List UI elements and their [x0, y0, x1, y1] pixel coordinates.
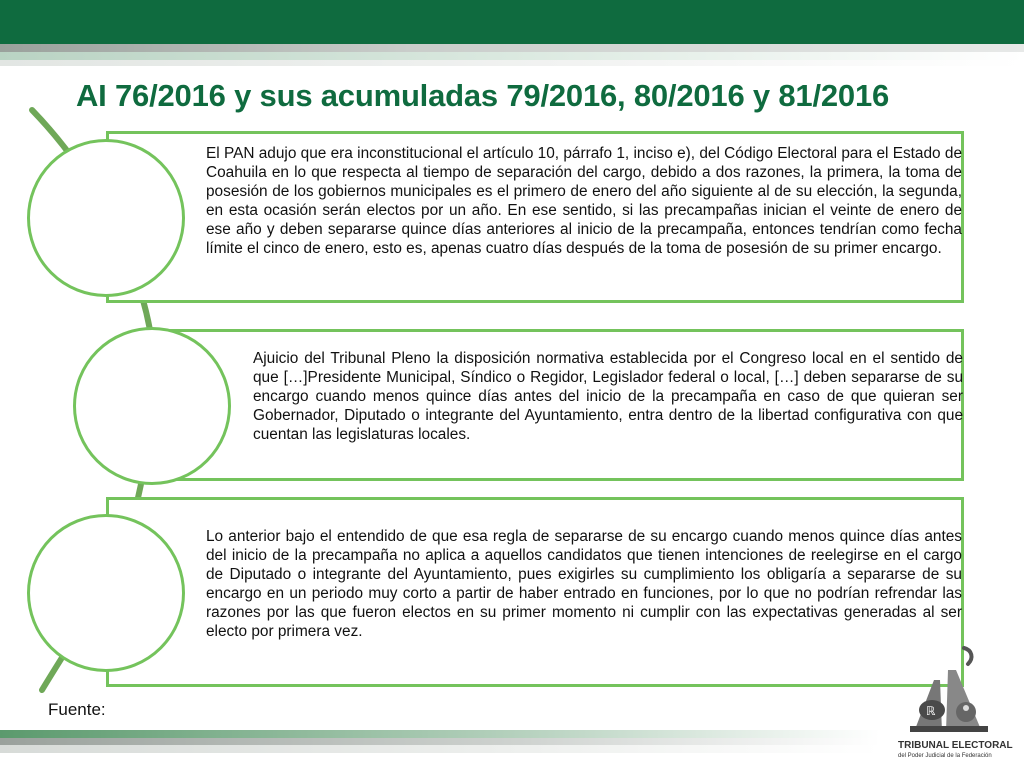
header-stripe — [0, 44, 1024, 52]
bullet-circle — [27, 514, 185, 672]
logo-name: TRIBUNAL ELECTORAL — [898, 740, 1013, 751]
bullet-circle — [27, 139, 185, 297]
svg-text:ℝ: ℝ — [926, 704, 936, 718]
footer-stripe — [0, 730, 880, 738]
header-stripe — [0, 60, 1024, 66]
slide-title: AI 76/2016 y sus acumuladas 79/2016, 80/2016 y 81/2016 — [76, 78, 890, 113]
scales-of-justice-icon — [894, 640, 1004, 736]
tribunal-logo — [894, 640, 1013, 768]
card-text: Lo anterior bajo el entendido de que esa regla de separarse de su encargo cuando menos quince días antes del inicio de la precampaña no aplica a aquellos candidatos que tienen intenciones de reelegirse en el cargo de Diputado o integrante del Ayuntamiento, pues exigirles su cumplimiento los obligaría a separarse de su encargo en un periodo muy corto a partir de haber entrado en funciones, por lo que no podrían refrendar las razones por las que fueron electos en su primer momento ni cumplir con las expectativas generadas al ser electo por primera vez. — [206, 528, 962, 640]
bullet-circle — [73, 327, 231, 485]
logo-subtitle: del Poder Judicial de la Federación — [898, 753, 992, 759]
source-label: Fuente: — [48, 700, 106, 719]
footer-stripe — [0, 745, 880, 753]
card-text: Ajuicio del Tribunal Pleno la disposición normativa establecida por el Congreso local en el sentido de que […]Presidente Municipal, Síndico o Regidor, Legislador federal o local, […] deben separarse de su encargo cuando menos quince días antes del inicio de la precampaña en caso de que quieran ser Gobernador, Diputado o integrante del Ayuntamiento, entra dentro de la libertad configurativa con que cuentan las legislaturas locales. — [253, 350, 963, 443]
header-bar — [0, 0, 1024, 44]
card-text: El PAN adujo que era inconstitucional el artículo 10, párrafo 1, inciso e), del Código Electoral para el Estado de Coahuila en lo que respecta al tiempo de separación del cargo, debido a dos razones, la primera, la toma de posesión de los gobiernos municipales es el primero de enero del año siguiente al de su elección, la segunda, en esta ocasión serán electos por un año. En ese sentido, si las precampañas inician el veinte de enero de ese año y deben separarse quince días anteriores al inicio de la precampaña, entonces tendrían como fecha límite el cinco de enero, esto es, apenas cuatro días después de la toma de posesión de su primer encargo. — [206, 145, 963, 257]
content-card — [106, 131, 964, 303]
content-card — [106, 497, 964, 687]
footer-stripe — [0, 738, 880, 745]
content-card — [150, 329, 964, 481]
header-stripe — [0, 52, 1024, 60]
